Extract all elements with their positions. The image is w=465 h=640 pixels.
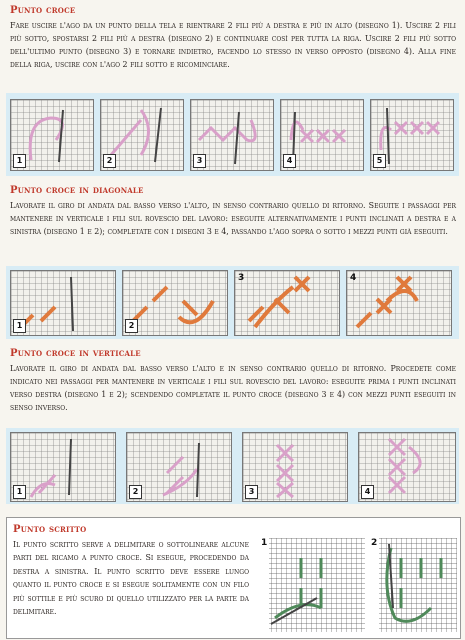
figure-1: [10, 432, 116, 502]
section-title-punto-croce-in-diagonale: Punto croce in diagonale: [10, 185, 144, 196]
figures-strip-diagonale: [6, 266, 459, 339]
figure-3: [234, 270, 340, 336]
figure-4-illustration: [347, 271, 451, 335]
figure-number: 3: [245, 485, 258, 499]
section-title-punto-croce-in-verticale: Punto croce in verticale: [10, 348, 141, 359]
section-text-punto-croce-in-verticale: Lavorate il giro di andata dal basso verso l'alto e in senso contrario quello di ritorno. Procedete come indicato nei passaggi per mantenere in verticale i fili sul rovescio del lavoro: eseguite prima i punti inclinati verso destra (disegno 1 e 2); scendendo completate il punto croce (disegno 3 e 4) con mezzi punti eseguiti in senso inverso.: [10, 364, 456, 412]
figure-2-illustration: [371, 538, 457, 632]
figures-strip-verticale: [6, 428, 459, 504]
figure-number: 2: [129, 485, 142, 499]
figure-1: [10, 99, 94, 171]
figure-4: [358, 432, 456, 502]
figure-2-illustration: [123, 271, 227, 335]
section-title-punto-croce: Punto croce: [10, 5, 76, 16]
figure-3-illustration: [243, 433, 347, 501]
figure-1-illustration: [261, 538, 365, 632]
figures-strip-punto-croce: [6, 93, 459, 176]
figure-2: [126, 432, 232, 502]
figure-number: 3: [238, 273, 245, 283]
figure-1-illustration: [11, 433, 115, 501]
figure-number: 1: [13, 485, 26, 499]
section-title-punto-scritto: Punto scritto: [13, 524, 87, 535]
figure-1-illustration: [11, 271, 115, 335]
figure-number: 3: [193, 154, 206, 168]
figure-3: [190, 99, 274, 171]
figure-number: 4: [283, 154, 296, 168]
figure-3: [242, 432, 348, 502]
figure-number: 1: [261, 538, 268, 548]
section-text-punto-croce: Fare uscire l'ago da un punto della tela e rientrare 2 fili più a destra e più in alto (disegno 1). Uscire 2 fili più sotto, spostarsi 2 fili più a destra (disegno 2) e continuare così per tutta la riga. Uscire 2 fili più sotto dell'ultimo punto (disegno 3) e tornare indietro, facendo lo stesso in verso opposto (disegno 4). Alla fine della riga, uscire con l'ago 2 fili sotto e ricominciare.: [10, 21, 456, 69]
figure-number: 1: [13, 319, 26, 333]
figure-number: 2: [125, 319, 138, 333]
figure-1: [261, 538, 365, 632]
figure-number: 2: [103, 154, 116, 168]
figure-number: 1: [13, 154, 26, 168]
punto-scritto-box: [6, 517, 461, 639]
figure-4: [346, 270, 452, 336]
figure-number: 4: [350, 273, 357, 283]
figure-5: [370, 99, 454, 171]
figure-2: [371, 538, 457, 632]
figure-3-illustration: [235, 271, 339, 335]
figure-number: 4: [361, 485, 374, 499]
figure-number: 2: [371, 538, 378, 548]
figure-number: 5: [373, 154, 386, 168]
figure-2-illustration: [127, 433, 231, 501]
figure-1: [10, 270, 116, 336]
figure-4: [280, 99, 364, 171]
section-text-punto-croce-in-diagonale: Lavorate il giro di andata dal basso verso l'alto, in senso contrario quello di ritorno. Seguite i passaggi per mantenere in verticale i fili sul rovescio del lavoro: eseguite alternativamente i punti inclinati a destra e a sinistra (disegno 1 e 2); completate con i disegni 3 e 4, passando l'ago sopra o sotto i mezzi punti già eseguiti.: [10, 201, 456, 236]
section-text-punto-scritto: Il punto scritto serve a delimitare o sottolineare alcune parti del ricamo a punto croce. Si esegue, procedendo da destra a sinistra. Il punto scritto deve essere lungo quanto il punto croce e si esegue solitamente con un filo più sottile e più scuro di quello utilizzato per la parte da delimitare.: [13, 540, 249, 617]
figure-2: [122, 270, 228, 336]
figure-2: [100, 99, 184, 171]
